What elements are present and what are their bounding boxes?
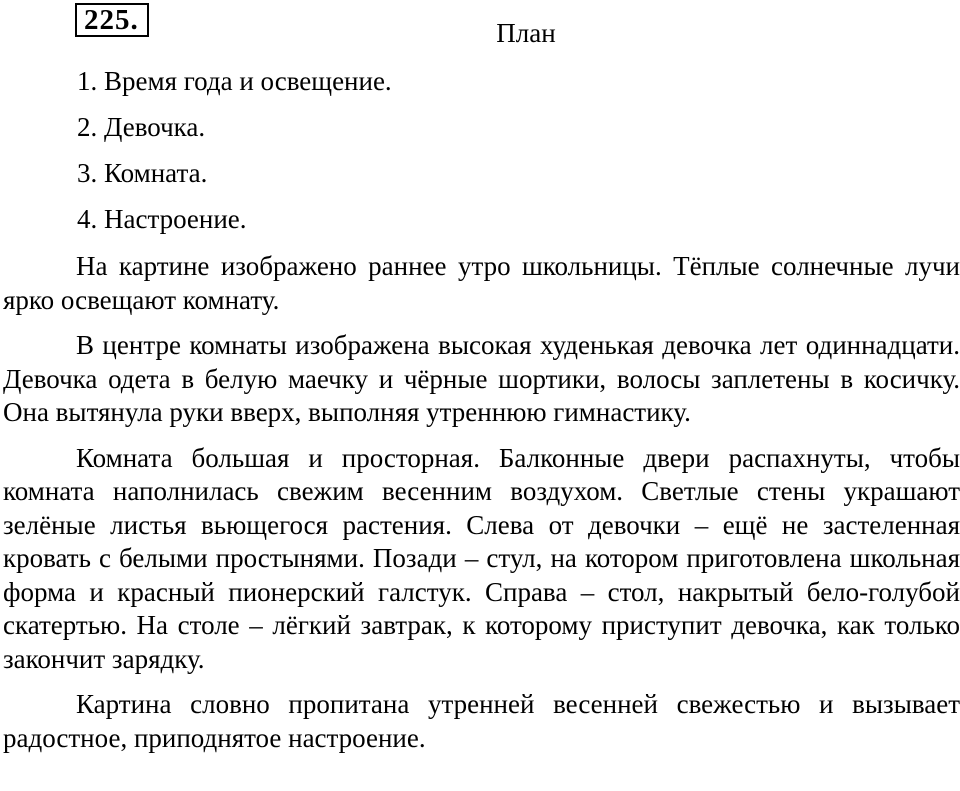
plan-item: 3. Комната. xyxy=(77,158,208,188)
paragraph: Комната большая и просторная. Балконные двери распахнуты, чтобы комната наполнилась свежим весенним воздухом. Светлые стены украшают зелёные листья вьющегося растения. Слева от девочки – ещё не застеленная кровать с белыми простынями. Позади – стул, на котором приготовлена школьная форма и красный пионерский галстук. Справа – стол, накрытый бело-голубой скатертью. На столе – лёгкий завтрак, к которому приступит девочка, как только закончит зарядку. xyxy=(3,442,960,674)
plan-item: 1. Время года и освещение. xyxy=(77,66,392,96)
plan-item: 4. Настроение. xyxy=(77,204,247,234)
task-number-box: 225. xyxy=(75,3,149,37)
paragraph: В центре комнаты изображена высокая худенькая девочка лет одиннадцати. Девочка одета в белую маечку и чёрные шортики, волосы заплетены в косичку. Она вытянула руки вверх, выполняя утреннюю гимнастику. xyxy=(3,330,960,427)
essay-text xyxy=(3,250,960,767)
plan-list xyxy=(77,62,392,246)
paragraph: Картина словно пропитана утренней весенней свежестью и вызывает радостное, приподнятое настроение. xyxy=(3,689,960,753)
paragraph: На картине изображено раннее утро школьницы. Тёплые солнечные лучи ярко освещают комнату. xyxy=(3,251,960,315)
plan-title: План xyxy=(496,18,556,48)
plan-item: 2. Девочка. xyxy=(77,112,206,142)
